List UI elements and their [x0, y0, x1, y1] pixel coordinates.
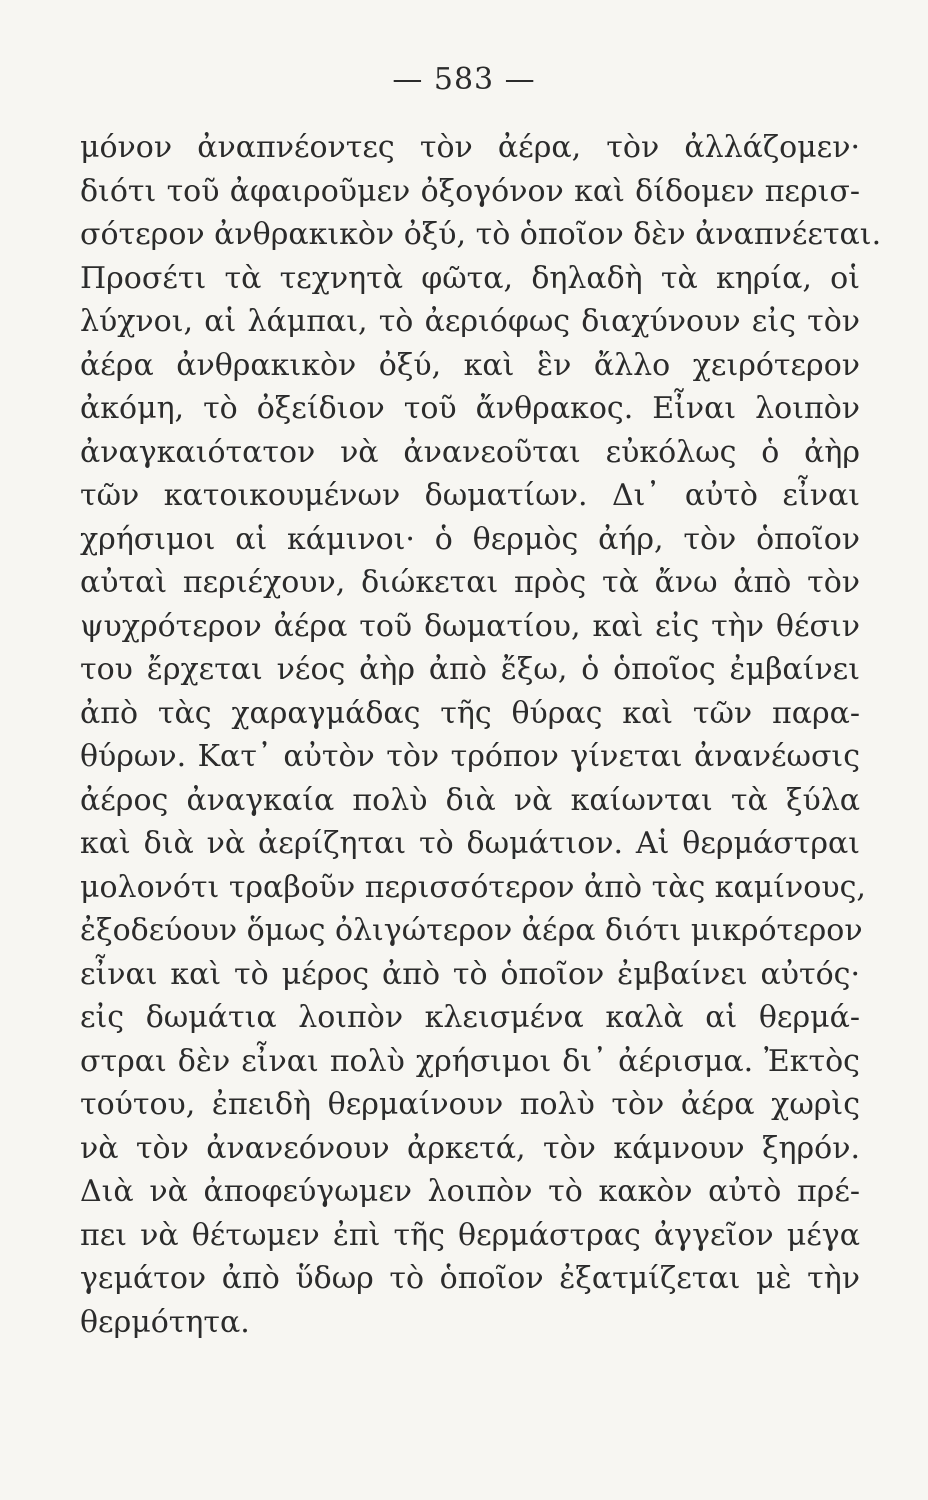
text-line: τῶν κατοικουμένων δωματίων. Δι᾽ αὐτὸ εἶναι	[80, 478, 860, 513]
text-line: του ἔρχεται νέος ἀὴρ ἀπὸ ἔξω, ὁ ὁποῖος ἐμβαίνει	[80, 652, 860, 687]
text-line: ἀέρος ἀναγκαία πολὺ διὰ νὰ καίωνται τὰ ξύλα	[80, 782, 860, 818]
text-line: Διὰ νὰ ἀποφεύγωμεν λοιπὸν τὸ κακὸν αὐτὸ πρέ-	[80, 1174, 860, 1209]
text-line: ἀέρα ἀνθρακικὸν ὀξύ, καὶ ἓν ἄλλο χειρότερον	[80, 347, 860, 383]
body-text	[80, 126, 882, 1344]
text-line: μολονότι τραβοῦν περισσότερον ἀπὸ τὰς καμίνους,	[80, 869, 866, 905]
text-line: διότι τοῦ ἀφαιροῦμεν ὀξογόνον καὶ δίδομεν περισ-	[80, 173, 860, 209]
text-line: σότερον ἀνθρακικὸν ὀξύ, τὸ ὁποῖον δὲν ἀναπνέεται.	[80, 217, 882, 252]
text-line: στραι δὲν εἶναι πολὺ χρήσιμοι δι᾽ ἀέρισμα. Ἐκτὸς	[80, 1043, 860, 1079]
text-line: χρήσιμοι αἱ κάμινοι· ὁ θερμὸς ἀήρ, τὸν ὁποῖον	[80, 521, 860, 557]
text-line: ἀπὸ τὰς χαραγμάδας τῆς θύρας καὶ τῶν παρα-	[80, 695, 860, 731]
text-line: μόνον ἀναπνέοντες τὸν ἀέρα, τὸν ἀλλάζομεν·	[80, 130, 860, 165]
text-line: λύχνοι, αἱ λάμπαι, τὸ ἀεριόφως διαχύνουν εἰς τὸν	[80, 304, 860, 339]
text-line: καὶ διὰ νὰ ἀερίζηται τὸ δωμάτιον. Αἱ θερμάστραι	[80, 826, 860, 861]
page-number: — 583 —	[392, 62, 536, 97]
text-line: Προσέτι τὰ τεχνητὰ φῶτα, δηλαδὴ τὰ κηρία, οἱ	[80, 260, 860, 296]
text-line: ἐξοδεύουν ὅμως ὀλιγώτερον ἀέρα διότι μικρότερον	[80, 913, 863, 948]
text-line: εἶναι καὶ τὸ μέρος ἀπὸ τὸ ὁποῖον ἐμβαίνει αὐτός·	[80, 956, 860, 992]
text-line: ἀκόμη, τὸ ὀξείδιον τοῦ ἄνθρακος. Εἶναι λοιπὸν	[80, 391, 860, 426]
text-line: τούτου, ἐπειδὴ θερμαίνουν πολὺ τὸν ἀέρα χωρὶς	[80, 1087, 860, 1122]
text-line: ψυχρότερον ἀέρα τοῦ δωματίου, καὶ εἰς τὴν θέσιν	[80, 608, 860, 644]
text-line: θερμότητα.	[80, 1304, 250, 1340]
text-line: πει νὰ θέτωμεν ἐπὶ τῆς θερμάστρας ἀγγεῖον μέγα	[80, 1217, 860, 1253]
text-line: θύρων. Κατ᾽ αὐτὸν τὸν τρόπον γίνεται ἀνανέωσις	[80, 739, 860, 774]
text-line: αὐταὶ περιέχουν, διώκεται πρὸς τὰ ἄνω ἀπὸ τὸν	[80, 565, 860, 600]
text-line: ἀναγκαιότατον νὰ ἀνανεοῦται εὐκόλως ὁ ἀὴρ	[80, 434, 860, 470]
text-line: νὰ τὸν ἀνανεόνουν ἀρκετά, τὸν κάμνουν ξηρόν.	[80, 1130, 860, 1166]
text-line: γεμάτον ἀπὸ ὕδωρ τὸ ὁποῖον ἐξατμίζεται μὲ τὴν	[80, 1261, 860, 1296]
text-line: εἰς δωμάτια λοιπὸν κλεισμένα καλὰ αἱ θερμά-	[80, 1000, 860, 1035]
